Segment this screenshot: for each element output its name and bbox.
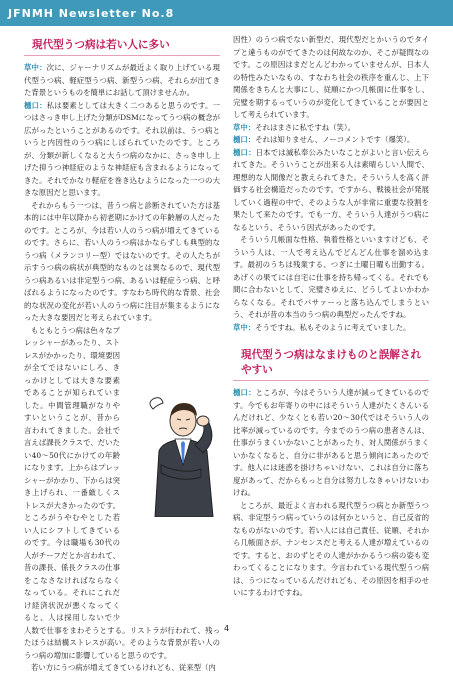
header-bar: [0, 0, 453, 26]
paragraph-text: 若い方にうつ病が増えてきているけれども、従来型（内: [31, 663, 216, 672]
paragraph-text: ところが、今はそういう人達が減ってきているのです。今でもお年寄りの中にはそういう人達がたくさんいるんだけれど、少なくとも若い20～30代ではそういう人の比率が減っているのです。今までのうつ病の患者さんは、仕事がうまくいかないことがあったり、対人関係がうまくいかなくなると、自分に非があると思う傾向にあったのです。他人には迷惑を掛けちゃいけない、これは自分に落ち度があって、だからもっと自分は努力しなきゃいけないわけね。: [233, 388, 429, 497]
paragraph-text: 因性）のうつ病でない新型だ、現代型だとかいうのでタイプと違うものがでてきたのは何故なのか、そこが疑問なのです。この原因はまだとんどわかっていませんが、日本人の特性みたいなもの、すなわち社会の秩序を重んじ、上下関係をきちんと大事にし、従順にかつ几帳面に仕事をし、完璧を期するっていうのが変化してきていることが要因として考えられています。: [233, 35, 429, 119]
left-column: [24, 34, 220, 675]
paragraph-text: それは知りません、ノーコメントです（爆笑）。: [255, 135, 415, 144]
paragraph-text: 次に、ジャーナリズムが最近よく取り上げている現代型うつ病、軽症型うつ病、新型うつ病、それらが出てきた背景というものを簡単にお話して頂けませんか。: [24, 63, 220, 97]
paragraph: [233, 500, 429, 600]
speaker-label: 草中：: [233, 122, 256, 132]
right-column: [233, 34, 429, 600]
section-title-2: 現代型うつ病はなまけものと誤解されやすい: [233, 344, 429, 381]
paragraph: [233, 387, 429, 500]
paragraph-text: 私は要素としては大きく二つあると思うのです。一つはさっき申し上げた分類がDSMになってうつ病の概念が広がったということがあるのです。それ以前は、うつ病というと内因性のうつ病にしぼられていたのです。ところが、分類が新しくなると大うつ病のなかに、さっき申し上げた抑うつ神経症のような神経症も含まれるようになってきた。それでかなり軽症を巻き込むようになった一つの大きな原因だと思います。: [24, 100, 220, 197]
paragraph: [24, 662, 220, 675]
speaker-label: 樋口：: [24, 100, 47, 110]
paragraph: [233, 322, 429, 335]
paragraph-text: それはまさに私ですね（笑）。: [255, 122, 355, 132]
speaker-label: 草中：: [233, 322, 256, 332]
paragraph-text: もともとうつ病は色々なプレッシャーがあったり、ストレスがかかったり、環境要因が全てではないにしろ、きっかけとしては大きな要素であることが知られていました。中間管理職がなりやすいということが、昔から言われてきました。会社で言えば課長クラスで、だいたい40～50代にかけての年齢になります。上からはプレッシャーがかかり、下からは突き上げられ、一番厳しくストレスが大きかったのです。ところがうやむやとした若い人にシフトしてきているのです。今は職場も30代の人がチーフだとか言われて、昔の課長、係長クラスの仕事をこなさなければならなくなっている。それにこれだけ経済状況が悪くなってくると、人は採用しないで少人数で仕事をまわそうとする。リストラが行われて、残ったほうは結構ストレスが高い。そのような背景が若い人のうつ病の増加に影響していると思うのです。: [24, 325, 220, 660]
paragraph: [233, 147, 429, 235]
page-number: 4: [223, 624, 230, 633]
paragraph-text: そういう几帳面な性格、執着性格といいますけども、そういう人は、一人で考え込んでどんどん仕事を溜め込ます。最初のうちは残業する、つぎに土曜日曜も出勤する。あげくの果てには自宅に仕事を持ち帰ってくる。それでも間に合わないとして、完璧さゆえに、どうしてよいかわからなくなる。それでパサァーっと落ち込んでしまうという、それが昔の本当のうつ病の典型だったんですね。: [233, 235, 429, 319]
right-body-b: [233, 387, 429, 600]
paragraph: [24, 62, 220, 100]
left-body: [24, 62, 220, 675]
paragraph: [24, 100, 220, 200]
paragraph: [233, 234, 429, 322]
paragraph: [233, 34, 429, 122]
paragraph-text: そうですね。私もそのように考えていました。: [255, 322, 411, 332]
paragraph-text: 日本では滅私奉公みたいなことがよいと言い伝えられてきた。そういうことが出来る人は素晴らしい人間で、理想的な人間像だと教えられてきた。そういう人を高く評価する社会構造だったのです。ですから、戦後社会が発展していく過程の中で、そのような人が非常に重要な役割を果たして来たのです。でも一方、そういう人達がうつ病になるという、そういう因式があったのです。: [233, 147, 429, 232]
paragraph: [24, 200, 220, 325]
paragraph: [233, 122, 429, 135]
paragraph-text: それからもう一つは、昔うつ病と診断されていた方は基本的には中年以降から初老期にかけての年齢層の人だったのです。ところが、今は若い人のうつ病が増えてきているのです。さらに、若い人のうつ病はかならずしも典型的なうつ病（メランコリー型）ではないのです。その人たちが示すうつ病の病状が典型的なものとは異なるので、現代型うつ病あるいは非定型うつ病、あるいは軽症うつ病、と呼ばれるようになったのです。すなわち時代的な背景、社会的な状況の変化が若い人のうつ病に注目が集まるようになった大きな要因だと考えられています。: [24, 200, 220, 322]
right-body-a: [233, 34, 429, 334]
newsletter-title: JFNMH Newsletter No.8: [8, 7, 175, 20]
worried-businessman-illustration: [133, 395, 229, 517]
paragraph-text: ところが、最近よく言われる現代型うつ病とか新型うつ病、非定型うつ病っていうのは何かというと、自己反省的なものがないのです。若い人には自己責任、従順、それから几帳面さが、ナンセンスだと考える人達が増えているのです。すると、おのずとその人達がかかるうつ病の姿も変わってくることになります。今言われている現代型うつ病は、うつになっているんだけれども、その原因を相手のせいにするわけですね。: [233, 500, 429, 597]
speaker-label: 樋口：: [233, 388, 256, 397]
paragraph: [233, 134, 429, 147]
section-title-1: 現代型うつ病は若い人に多い: [24, 34, 220, 56]
speaker-label: 草中：: [24, 63, 47, 72]
speaker-label: 樋口：: [233, 135, 256, 144]
speaker-label: 樋口：: [233, 147, 256, 157]
